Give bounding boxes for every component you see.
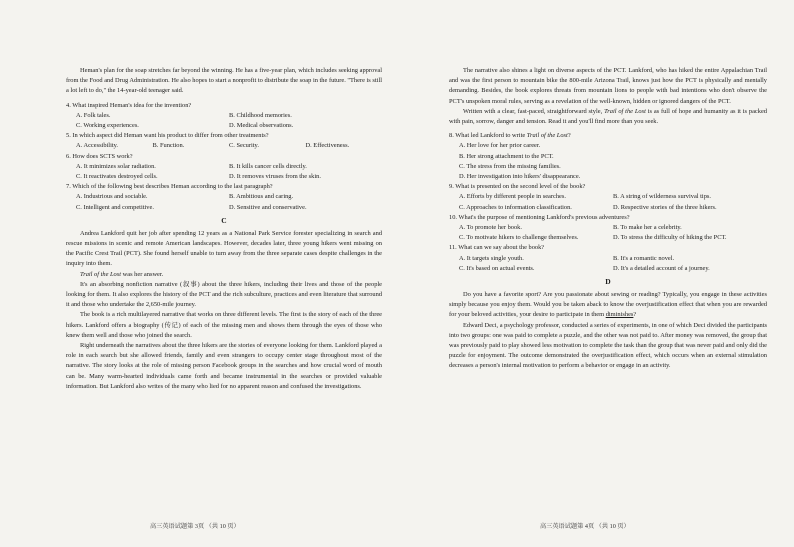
q9-option-a[interactable]: A. Efforts by different people in searches. — [459, 193, 566, 201]
question-10-stem: 10. What's the purpose of mentioning Lankford's previous adventures? — [449, 213, 630, 221]
d-paragraph-1-text-a: Do you have a favorite sport? Are you passionate about sewing or reading? Typically, you engage in these activities simply because you enjoy them. Would you be taken aback to know the overjustification effect that when you are rewarded for your beloved activities, your desire to participate in them — [449, 291, 767, 319]
q11-option-b[interactable]: B. It's a romantic novel. — [613, 254, 675, 262]
q8-stem-end: ? — [567, 132, 571, 140]
q10-option-c[interactable]: C. To motivate hikers to challenge themselves. — [459, 234, 579, 242]
intro-paragraph: Heman's plan for the soap stretches far beyond the winning. He has a five-year plan, which includes seeking approval from the Food and Drug Administration. He also hopes to start a nonprofit to distribute the soap in the future. "There is still a lot left to do," the 14-year-old teenager said. — [66, 67, 382, 95]
question-7-options — [66, 192, 382, 212]
paragraph-7-text-b: is as full of hope and humanity as it is packed with pain, sorrow, danger and tension. Read it and you'll find more than you seek. — [449, 107, 767, 126]
q4-option-b[interactable]: B. Childhood memories. — [229, 111, 292, 119]
passage-d-paragraph-1 — [449, 290, 767, 321]
q6-option-c[interactable]: C. It reactivates destroyed cells. — [76, 173, 158, 181]
q6-option-d[interactable]: D. It removes viruses from the skin. — [229, 173, 321, 181]
q5-option-a[interactable]: A. Accessibility. — [76, 142, 119, 150]
q10-option-d[interactable]: D. To stress the difficulty of hiking the PCT. — [613, 234, 727, 242]
passage-c-paragraph-4: The book is a rich multilayered narrative that works on three different levels. The first is the story of each of the three hikers. Lankford offers a biography (传记) of each of the missing men and shows them through the eyes of those who knew them well and those who joined the search. — [66, 311, 382, 339]
q6-option-a[interactable]: A. It minimizes solar radiation. — [76, 162, 156, 170]
book-title: Trail of the Lost — [604, 107, 646, 115]
question-8-stem — [449, 131, 767, 141]
passage-c-paragraph-5: Right underneath the narratives about the three hikers are the stories of everyone looking for them. Lankford played a role in each search but she allowed friends, family and even strangers to occupy center stage throughout most of the narrative. The story looks at the role of missing person Facebook groups in the searches and how crucial word of mouth can be. Many warm-hearted individuals came forth and became instrumental in the searches or provided valuable information. But Lankford also writes of the many who lied for no apparent reason and confused the investigations. — [66, 342, 382, 390]
question-8-options — [449, 141, 767, 182]
q9-option-b[interactable]: B. A string of wilderness survival tips. — [613, 193, 711, 201]
q8-option-d[interactable]: D. Her investigation into hikers' disappearance. — [459, 173, 581, 181]
book-title: Trail of the Lost — [80, 270, 122, 278]
passage-c-paragraph-7 — [449, 107, 767, 127]
q6-option-b[interactable]: B. It kills cancer cells directly. — [229, 162, 307, 170]
q8-option-c[interactable]: C. The stress from the missing families. — [459, 162, 561, 170]
section-c-heading: C — [221, 215, 227, 225]
passage-d-paragraph-2: Edward Deci, a psychology professor, conducted a series of experiments, in one of which Deci divided the participants into two groups: one was paid to complete a puzzle, and the other was not paid to. After money was removed, the group that was previously paid to play showed less motivation to complete the task than the group that was never paid and only did the puzzle for enjoyment. The outcome demonstrated the overjustification effect, which occurs when an external stimulation decreases a person's internal motivation to perform a behavior or engage in an activity. — [449, 321, 767, 370]
underlined-word: diminishes — [605, 311, 634, 319]
question-5-stem: 5. In which aspect did Heman want his product to differ from other treatments? — [66, 132, 269, 140]
q5-option-b[interactable]: B. Function. — [152, 142, 185, 150]
left-column — [66, 66, 382, 392]
q7-option-b[interactable]: B. Ambitious and caring. — [229, 193, 294, 201]
question-10-options — [449, 223, 767, 243]
question-9-options — [449, 192, 767, 212]
section-d-heading: D — [605, 277, 611, 287]
page-footer-right: 高三英语试题第 4页 （共 10 页） — [540, 523, 630, 530]
page-footer-left: 高三英语试题第 3页 （共 10 页） — [150, 523, 240, 530]
right-column — [449, 66, 767, 372]
question-7-stem: 7. Which of the following best describes Heman according to the last paragraph? — [66, 183, 273, 191]
q7-option-c[interactable]: C. Intelligent and competitive. — [76, 203, 154, 211]
q9-option-d[interactable]: D. Respective stories of the three hikers. — [613, 203, 717, 211]
paragraph-2-text: was her answer. — [121, 270, 164, 278]
q8-option-b[interactable]: B. Her strong attachment to the PCT. — [459, 152, 554, 160]
question-5-options — [66, 141, 382, 151]
paragraph-7-text-a: Written with a clear, fast-paced, straightforward style, — [463, 107, 605, 115]
passage-c-paragraph-6: The narrative also shines a light on diverse aspects of the PCT. Lankford, who has hiked the entire Appalachian Trail and was the first person to mountain bike the 800-mile Arizona Trail, knows just how the PCT is physically and mentally demanding. Besides, the book explores threats from mountain lions to people with bad intentions who don't observe the PCT's unspoken moral rules, serving as a revelation of the well-known, hidden or ignored dangers of the PCT. — [449, 67, 767, 105]
q8-book-title: Trail of the Lost — [526, 132, 568, 140]
passage-c-paragraph-2 — [66, 270, 382, 280]
q7-option-a[interactable]: A. Industrious and sociable. — [76, 193, 148, 201]
q11-option-a[interactable]: A. It targets single youth. — [459, 254, 524, 262]
question-4-options — [66, 111, 382, 131]
q10-option-a[interactable]: A. To promote her book. — [459, 224, 522, 232]
passage-c-paragraph-1: Andrea Lankford quit her job after spending 12 years as a National Park Service forester specializing in search and rescue missions in scenic and remote American landscapes. However, decades later, three young hikers went missing on the Pacific Crest Trail (PCT). She found herself unable to turn away from the three separate cases despite challenges in the inquiry into them. — [66, 229, 382, 268]
passage-c-paragraph-3: It's an absorbing nonfiction narrative (叙事) about the three hikers, including their lives and those of the people looking for them. It also explores the history of the PCT and the rich subculture, practices and even literature that surround it and those who undertake the 2,650-mile journey. — [66, 280, 382, 309]
q8-option-a[interactable]: A. Her love for her prior career. — [459, 142, 541, 150]
q11-option-c[interactable]: C. It's based on actual events. — [459, 264, 535, 272]
q5-option-c[interactable]: C. Security. — [229, 142, 259, 150]
question-6-options — [66, 162, 382, 182]
question-11-options — [449, 254, 767, 274]
q9-option-c[interactable]: C. Approaches to information classification. — [459, 203, 572, 211]
question-9-stem: 9. What is presented on the second level of the book? — [449, 183, 586, 191]
q11-option-d[interactable]: D. It's a detailed account of a journey. — [613, 264, 710, 272]
question-4-stem: 4. What inspired Heman's idea for the invention? — [66, 101, 192, 109]
d-paragraph-1-text-b: ? — [633, 311, 637, 319]
q4-option-a[interactable]: A. Folk tales. — [76, 111, 111, 119]
q10-option-b[interactable]: B. To make her a celebrity. — [613, 224, 682, 232]
q7-option-d[interactable]: D. Sensitive and conservative. — [229, 203, 307, 211]
q8-stem-text: 8. What led Lankford to write — [449, 132, 527, 140]
q4-option-c[interactable]: C. Working experiences. — [76, 122, 139, 130]
q4-option-d[interactable]: D. Medical observations. — [229, 122, 294, 130]
question-11-stem: 11. What can we say about the book? — [449, 244, 545, 252]
question-6-stem: 6. How does SCTS work? — [66, 152, 133, 160]
q5-option-d[interactable]: D. Effectiveness. — [305, 142, 350, 150]
